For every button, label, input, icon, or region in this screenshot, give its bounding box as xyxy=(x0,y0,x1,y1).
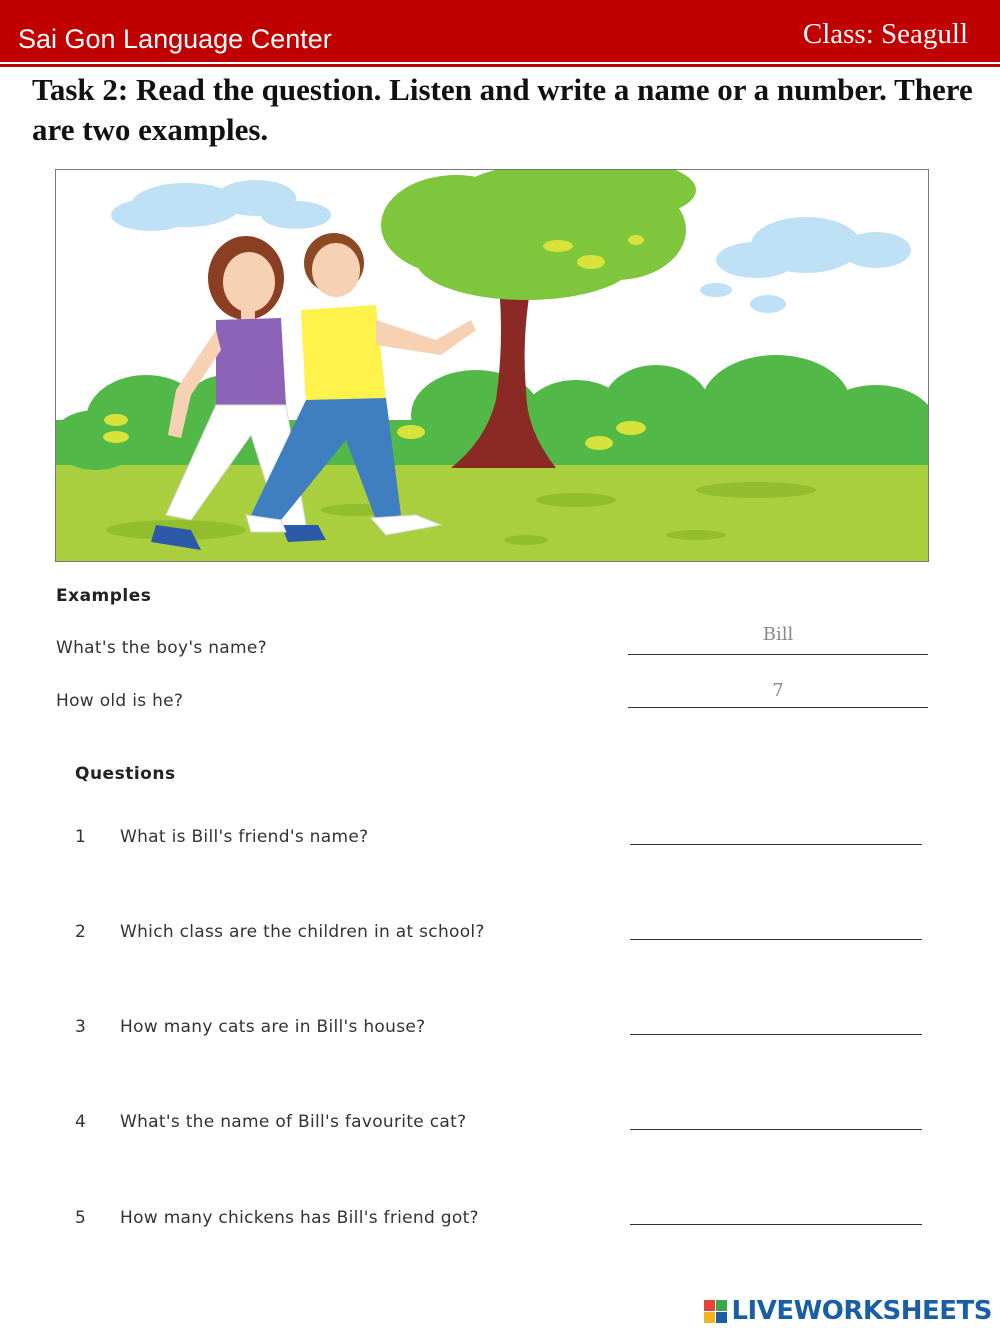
answer-line-5 xyxy=(630,1224,922,1225)
question-text-5: How many chickens has Bill's friend got? xyxy=(120,1208,479,1228)
brand-text: LIVEWORKSHEETS xyxy=(731,1296,992,1326)
example-question-2: How old is he? xyxy=(56,691,184,711)
example-answer-1: Bill xyxy=(762,624,794,645)
question-number-3: 3 xyxy=(75,1017,86,1037)
example-answer-line-2 xyxy=(628,707,928,708)
questions-heading: Questions xyxy=(75,764,176,784)
examples-heading: Examples xyxy=(56,586,152,606)
question-text-4: What's the name of Bill's favourite cat? xyxy=(120,1112,467,1132)
center-name: Sai Gon Language Center xyxy=(18,24,332,54)
task-title: Task 2: Read the question. Listen and write a name or a number. There are two examples. xyxy=(32,72,973,147)
question-text-1: What is Bill's friend's name? xyxy=(120,827,369,847)
answer-line-1 xyxy=(630,844,922,845)
question-number-2: 2 xyxy=(75,922,86,942)
question-text-2: Which class are the children in at school? xyxy=(120,922,485,942)
header-divider xyxy=(0,64,1000,67)
liveworksheets-brand[interactable] xyxy=(704,1296,992,1326)
answer-line-4 xyxy=(630,1129,922,1130)
question-number-1: 1 xyxy=(75,827,86,847)
liveworksheets-logo-icon xyxy=(704,1300,727,1323)
class-label: Class: Seagull xyxy=(802,18,968,50)
example-answer-line-1 xyxy=(628,654,928,655)
question-text-3: How many cats are in Bill's house? xyxy=(120,1017,426,1037)
answer-line-2 xyxy=(630,939,922,940)
example-question-1: What's the boy's name? xyxy=(56,638,267,658)
question-number-4: 4 xyxy=(75,1112,86,1132)
park-walk-illustration xyxy=(55,169,929,562)
example-answer-2: 7 xyxy=(772,680,784,701)
question-number-5: 5 xyxy=(75,1208,86,1228)
answer-line-3 xyxy=(630,1034,922,1035)
